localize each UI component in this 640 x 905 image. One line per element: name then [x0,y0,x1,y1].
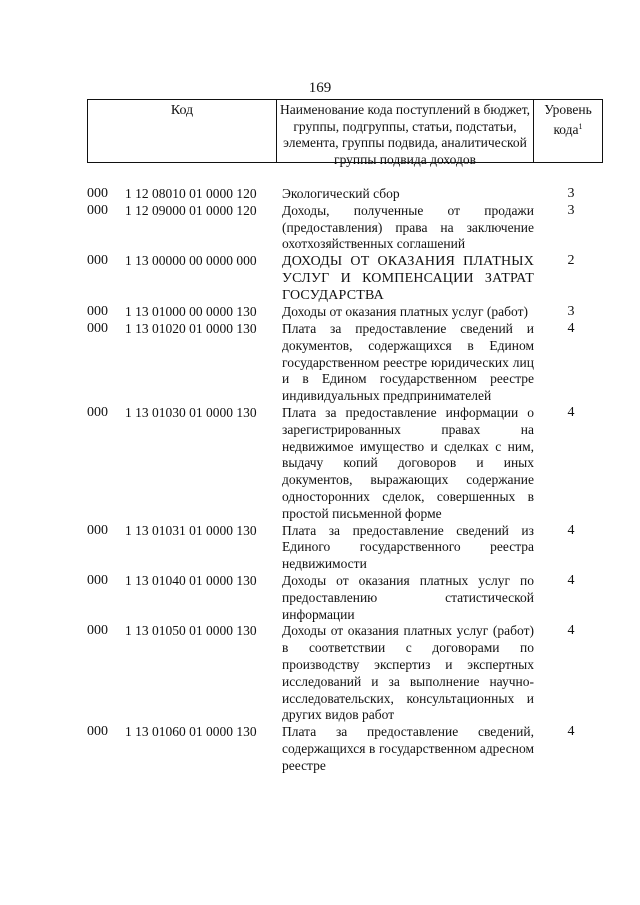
header-level-footnote: 1 [578,121,583,131]
row-level: 3 [567,202,575,218]
row-level: 3 [567,186,575,201]
row-name: ДОХОДЫ ОТ ОКАЗАНИЯ ПЛАТНЫХ УСЛУГ И КОМПЕНСАЦИИ ЗАТРАТ ГОСУДАРСТВА [282,254,534,304]
row-name: Плата за предоставление сведений, содержащихся в государственном адресном реестре [282,724,534,773]
row-admin-code: 000 [87,186,108,201]
row-name: Доходы от оказания платных услуг (работ) [282,304,528,320]
row-income-code: 1 12 08010 01 0000 120 [125,186,257,201]
row-admin-code: 000 [87,724,108,740]
row-income-code: 1 13 01000 00 0000 130 [125,304,257,320]
header-name: Наименование кода поступлений в бюджет, группы, подгруппы, статьи, подстатьи, элемента, группы подвида, аналитической группы подвида доходов [276,100,534,162]
table-row [87,253,603,304]
table-body [87,186,603,775]
row-name: Плата за предоставление информации о зарегистрированных правах на недвижимое имущество и сделках с ним, выдачу копий договоров и иных документов, выражающих содержание односторонних сделок, совершенных в простой письменной форме [282,404,534,521]
table-row [87,523,603,573]
row-admin-code: 000 [87,404,108,420]
row-admin-code: 000 [87,522,108,538]
row-name: Плата за предоставление сведений из Единого государственного реестра недвижимости [282,522,534,572]
table-row [87,573,603,623]
row-admin-code: 000 [87,623,108,639]
row-level: 4 [567,320,575,336]
table-header [87,99,603,167]
row-income-code: 1 13 01030 01 0000 130 [125,404,257,420]
row-income-code: 1 12 09000 01 0000 120 [125,202,257,218]
row-income-code: 1 13 01050 01 0000 130 [125,623,257,639]
row-name: Плата за предоставление сведений и документов, содержащихся в Едином государственном реестре юридических лиц и в Едином государственном реестре индивидуальных предпринимателей [282,320,534,404]
table-row [87,304,603,321]
row-level: 4 [567,522,575,538]
row-income-code: 1 13 01040 01 0000 130 [125,572,257,588]
header-level-label: Уровень кода [544,102,592,137]
table-row [87,186,603,203]
row-level: 4 [567,724,575,740]
row-level: 2 [567,253,575,269]
row-admin-code: 000 [87,572,108,588]
table-row [87,623,603,724]
row-admin-code: 000 [87,202,108,218]
table-row [87,405,603,523]
row-admin-code: 000 [87,253,108,269]
header-level [534,100,602,162]
row-income-code: 1 13 01031 01 0000 130 [125,522,257,538]
row-name: Доходы от оказания платных услуг (работ) в соответствии с договорами по производству экспертиз и экспертных исследований и за выполнение научно-исследовательских, консультационных и других видов работ [282,623,534,723]
row-income-code: 1 13 01020 01 0000 130 [125,320,257,336]
table-row [87,321,603,405]
row-name: Экологический сбор [282,186,400,201]
page-number: 169 [308,80,332,96]
row-admin-code: 000 [87,320,108,336]
table-row [87,724,603,774]
row-level: 4 [567,623,575,639]
row-income-code: 1 13 00000 00 0000 000 [125,253,257,269]
header-code: Код [170,103,194,118]
row-level: 4 [567,404,575,420]
row-level: 4 [567,572,575,588]
row-level: 3 [567,304,575,320]
row-name: Доходы от оказания платных услуг по предоставлению статистической информации [282,572,534,622]
row-name: Доходы, полученные от продажи (предоставления) права на заключение охотхозяйственных соглашений [282,202,534,252]
row-income-code: 1 13 01060 01 0000 130 [125,724,257,740]
table-row [87,203,603,253]
row-admin-code: 000 [87,304,108,320]
